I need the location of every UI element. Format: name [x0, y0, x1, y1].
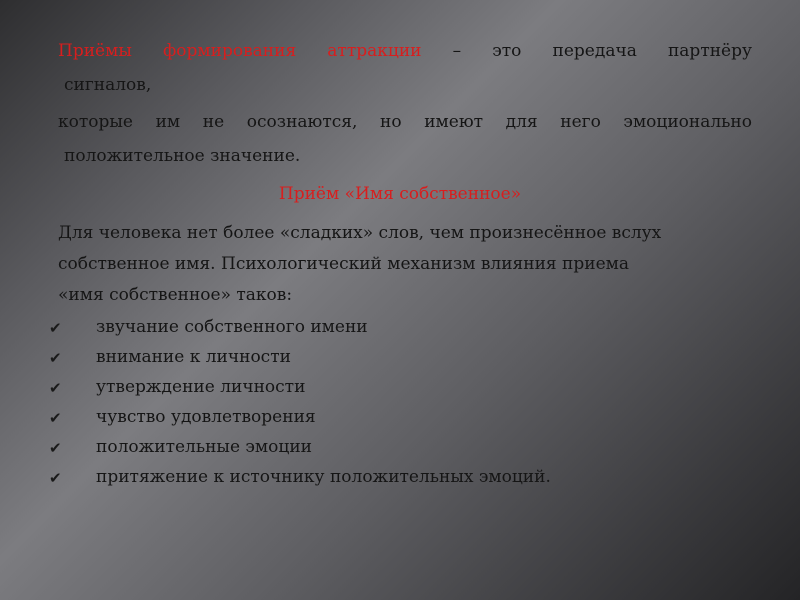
check-icon: ✔ — [49, 439, 62, 457]
list-item-text: внимание к личности — [96, 347, 291, 367]
list-item — [0, 346, 800, 376]
check-icon: ✔ — [49, 379, 62, 397]
section-heading: Приём «Имя собственное» — [278, 184, 522, 204]
list-item — [0, 436, 800, 466]
paragraph-line-3: «имя собственное» таков: — [58, 285, 293, 305]
list-item — [0, 406, 800, 436]
paragraph-line-2: собственное имя. Психологический механизм влияния приема — [58, 254, 630, 274]
list-item — [0, 466, 800, 496]
check-icon: ✔ — [49, 319, 62, 337]
intro-line-3: которые им не осознаются, но имеют для него эмоционально — [58, 112, 752, 132]
list-item — [0, 316, 800, 346]
list-item — [0, 376, 800, 406]
check-icon: ✔ — [49, 469, 62, 487]
list-item-text: звучание собственного имени — [96, 317, 368, 337]
bullet-list — [0, 316, 800, 496]
intro-line-4: положительное значение. — [64, 146, 301, 166]
list-item-text: положительные эмоции — [96, 437, 312, 457]
list-item-text: чувство удовлетворения — [96, 407, 316, 427]
intro-line-1 — [58, 40, 752, 62]
attraction-term: Приёмы формирования аттракции — [58, 41, 422, 61]
intro-line-2: сигналов, — [64, 75, 152, 95]
paragraph-line-1: Для человека нет более «сладких» слов, чем произнесённое вслух — [58, 223, 662, 243]
intro-line-1-rest: – это передача партнёру — [421, 41, 752, 61]
list-item-text: притяжение к источнику положительных эмоций. — [96, 467, 551, 487]
list-item-text: утверждение личности — [96, 377, 306, 397]
check-icon: ✔ — [49, 409, 62, 427]
check-icon: ✔ — [49, 349, 62, 367]
